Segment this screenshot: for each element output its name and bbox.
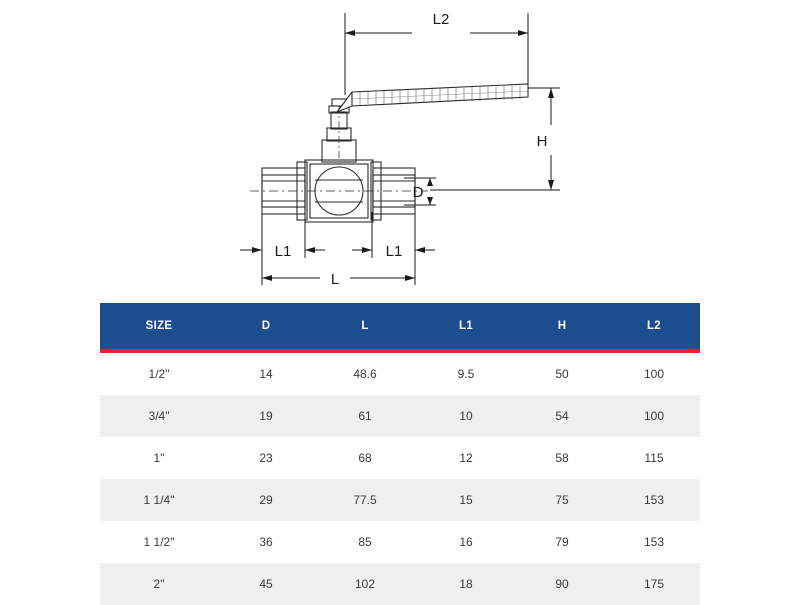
table-row bbox=[100, 395, 700, 437]
cell-l: 48.6 bbox=[314, 353, 416, 395]
cell-l: 77.5 bbox=[314, 479, 416, 521]
cell-size: 1" bbox=[100, 437, 218, 479]
cell-h: 75 bbox=[516, 479, 608, 521]
cell-l1: 18 bbox=[416, 563, 516, 605]
table-row bbox=[100, 521, 700, 563]
cell-l1: 15 bbox=[416, 479, 516, 521]
dimension-label-l2: L2 bbox=[432, 11, 450, 28]
cell-size: 1/2" bbox=[100, 353, 218, 395]
cell-size: 1 1/2" bbox=[100, 521, 218, 563]
cell-h: 58 bbox=[516, 437, 608, 479]
cell-h: 90 bbox=[516, 563, 608, 605]
table-row bbox=[100, 479, 700, 521]
table-row bbox=[100, 563, 700, 605]
dimension-label-l1-left: L1 bbox=[274, 243, 292, 260]
cell-l2: 175 bbox=[608, 563, 700, 605]
cell-l1: 9.5 bbox=[416, 353, 516, 395]
column-header-l1: L1 bbox=[416, 303, 516, 349]
cell-h: 54 bbox=[516, 395, 608, 437]
cell-l: 68 bbox=[314, 437, 416, 479]
column-header-size: SIZE bbox=[100, 303, 218, 349]
valve-technical-drawing bbox=[0, 0, 800, 300]
cell-l2: 100 bbox=[608, 353, 700, 395]
cell-l2: 100 bbox=[608, 395, 700, 437]
column-header-d: D bbox=[218, 303, 314, 349]
cell-h: 79 bbox=[516, 521, 608, 563]
column-header-l2: L2 bbox=[608, 303, 700, 349]
cell-l1: 10 bbox=[416, 395, 516, 437]
dimension-label-l: L bbox=[330, 271, 340, 288]
dimension-table-container bbox=[100, 303, 700, 605]
cell-l: 61 bbox=[314, 395, 416, 437]
dimension-label-l1-right: L1 bbox=[385, 243, 403, 260]
cell-size: 3/4" bbox=[100, 395, 218, 437]
dimension-label-h: H bbox=[536, 133, 548, 150]
cell-d: 19 bbox=[218, 395, 314, 437]
valve-body bbox=[250, 160, 428, 222]
table-header-row bbox=[100, 303, 700, 349]
table-row bbox=[100, 353, 700, 395]
cell-d: 29 bbox=[218, 479, 314, 521]
cell-h: 50 bbox=[516, 353, 608, 395]
cell-size: 2" bbox=[100, 563, 218, 605]
cell-l2: 115 bbox=[608, 437, 700, 479]
cell-l1: 12 bbox=[416, 437, 516, 479]
table-body bbox=[100, 353, 700, 605]
cell-l: 85 bbox=[314, 521, 416, 563]
cell-d: 45 bbox=[218, 563, 314, 605]
dimension-label-d: D bbox=[412, 184, 424, 201]
cell-l2: 153 bbox=[608, 521, 700, 563]
cell-size: 1 1/4" bbox=[100, 479, 218, 521]
cell-d: 23 bbox=[218, 437, 314, 479]
cell-d: 36 bbox=[218, 521, 314, 563]
valve-lever-handle bbox=[337, 84, 528, 112]
column-header-h: H bbox=[516, 303, 608, 349]
cell-d: 14 bbox=[218, 353, 314, 395]
cell-l1: 16 bbox=[416, 521, 516, 563]
dimension-table bbox=[100, 303, 700, 605]
column-header-l: L bbox=[314, 303, 416, 349]
cell-l2: 153 bbox=[608, 479, 700, 521]
table-row bbox=[100, 437, 700, 479]
table-header bbox=[100, 303, 700, 353]
cell-l: 102 bbox=[314, 563, 416, 605]
